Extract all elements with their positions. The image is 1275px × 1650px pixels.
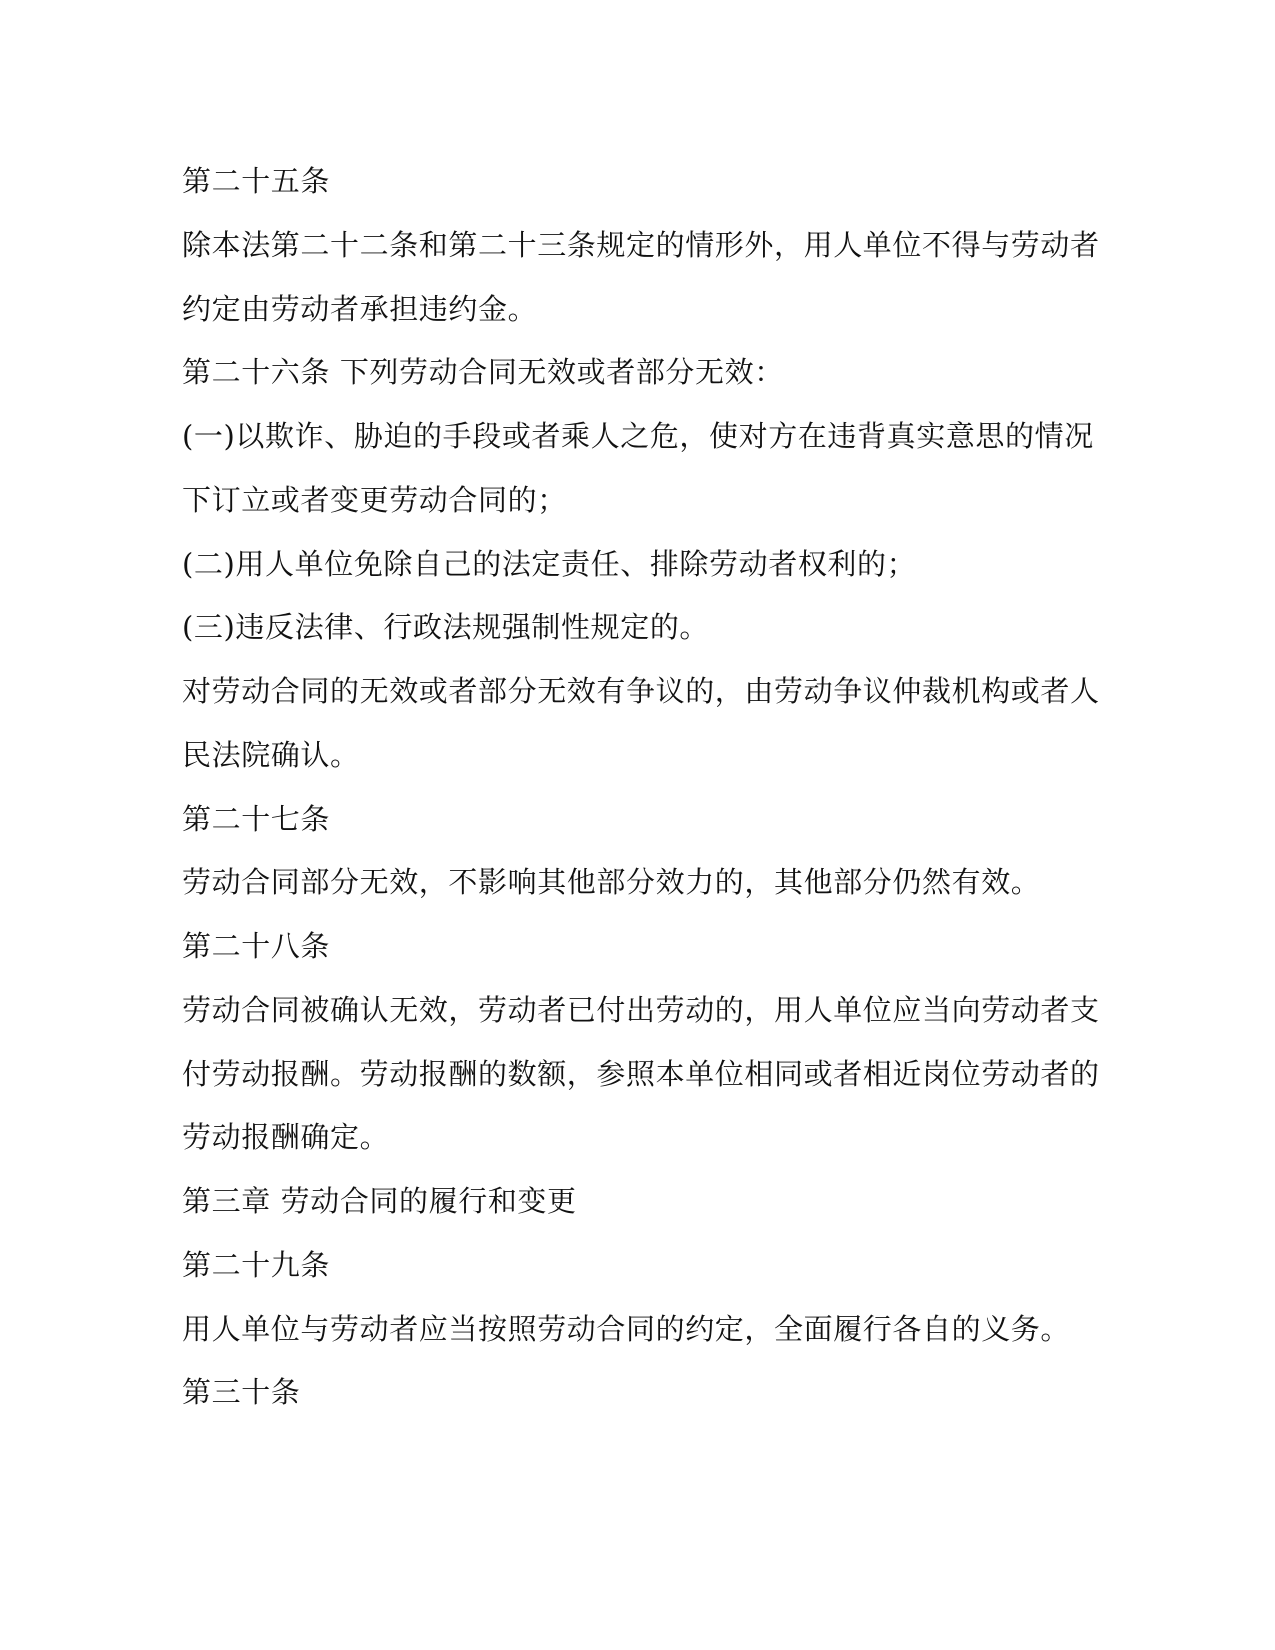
article-28-text-line-2: 付劳动报酬。劳动报酬的数额，参照本单位相同或者相近岗位劳动者的 bbox=[182, 1056, 1100, 1091]
article-27-heading: 第二十七条 bbox=[182, 801, 331, 836]
document-body bbox=[182, 150, 1100, 1425]
chapter-3-heading: 第三章 劳动合同的履行和变更 bbox=[182, 1184, 577, 1218]
article-26-item-2: (二)用人单位免除自己的法定责任、排除劳动者权利的； bbox=[182, 546, 917, 581]
article-26-text-line-2: 民法院确认。 bbox=[182, 737, 360, 772]
article-28-heading: 第二十八条 bbox=[182, 929, 331, 963]
article-30-heading: 第三十条 bbox=[182, 1375, 301, 1410]
article-26-heading: 第二十六条 下列劳动合同无效或者部分无效： bbox=[182, 355, 784, 390]
article-25-heading: 第二十五条 bbox=[182, 164, 331, 198]
article-26-item-1-line-2: 下订立或者变更劳动合同的； bbox=[182, 482, 567, 517]
article-26-item-1-line-1: (一)以欺诈、胁迫的手段或者乘人之危，使对方在违背真实意思的情况 bbox=[182, 419, 1094, 453]
article-25-text-line-2: 约定由劳动者承担违约金。 bbox=[182, 291, 538, 326]
article-29-text: 用人单位与劳动者应当按照劳动合同的约定，全面履行各自的义务。 bbox=[182, 1311, 1071, 1346]
article-27-text: 劳动合同部分无效，不影响其他部分效力的，其他部分仍然有效。 bbox=[182, 865, 1041, 900]
article-29-heading: 第二十九条 bbox=[182, 1247, 331, 1282]
article-26-item-3: (三)违反法律、行政法规强制性规定的。 bbox=[182, 610, 710, 645]
article-25-text-line-1: 除本法第二十二条和第二十三条规定的情形外，用人单位不得与劳动者 bbox=[182, 227, 1100, 262]
article-26-text-line-1: 对劳动合同的无效或者部分无效有争议的，由劳动争议仲裁机构或者人 bbox=[182, 674, 1100, 708]
article-28-text-line-1: 劳动合同被确认无效，劳动者已付出劳动的，用人单位应当向劳动者支 bbox=[182, 992, 1100, 1027]
article-28-text-line-3: 劳动报酬确定。 bbox=[182, 1120, 390, 1155]
